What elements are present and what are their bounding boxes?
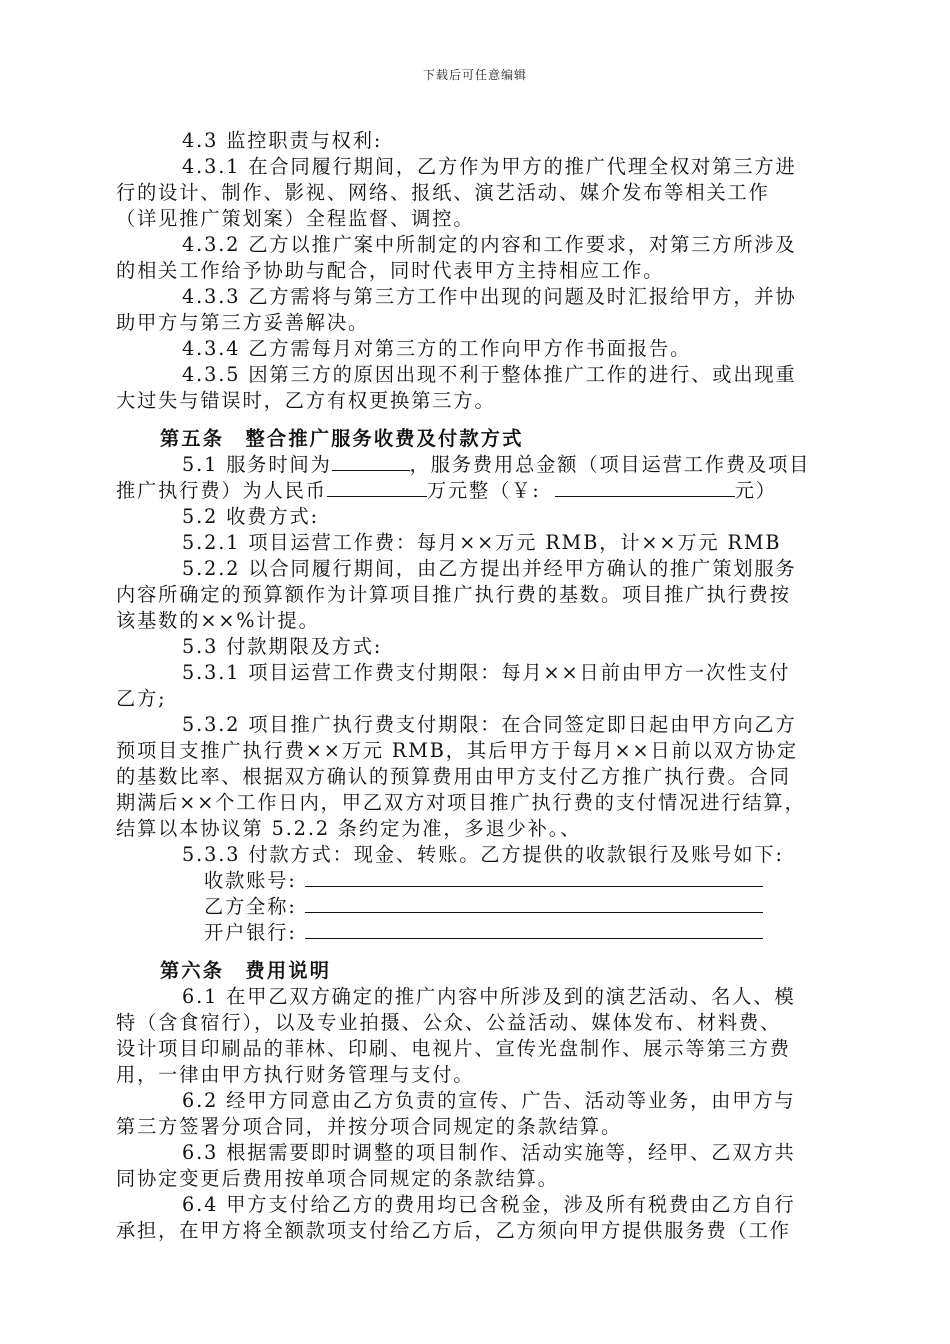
bank-account-row bbox=[204, 868, 763, 894]
clause-5-1-text: ，服务费用总金额（项目运营工作费及项目 bbox=[409, 453, 811, 476]
article-6-heading: 第六条 费用说明 bbox=[160, 959, 332, 982]
section-4-3-title: 4.3 监控职责与权利: bbox=[182, 129, 383, 152]
article-5-heading: 第五条 整合推广服务收费及付款方式 bbox=[160, 427, 524, 450]
clause-5-3-2-cont: 的基数比率、根据双方确认的预算费用由甲方支付乙方推广执行费。合同 bbox=[116, 765, 791, 788]
clause-5-3-2-cont: 预项目支推广执行费××万元 RMB，其后甲方于每月××日前以双方协定 bbox=[116, 739, 799, 762]
bank-branch-label: 开户银行: bbox=[204, 921, 297, 944]
clause-4-3-2-cont: 的相关工作给予协助与配合，同时代表甲方主持相应工作。 bbox=[116, 259, 665, 282]
clause-6-1-cont: 用，一律由甲方执行财务管理与支付。 bbox=[116, 1063, 475, 1086]
clause-4-3-5: 4.3.5 因第三方的原因出现不利于整体推广工作的进行、或出现重 bbox=[182, 363, 797, 386]
clause-5-3-1-cont: 乙方; bbox=[116, 687, 167, 710]
bank-account-blank bbox=[305, 868, 763, 887]
amount-wan-blank bbox=[327, 478, 427, 497]
clause-5-1-cont bbox=[116, 478, 777, 504]
clause-5-3-2-cont: 期满后××个工作日内，甲乙双方对项目推广执行费的支付情况进行结算， bbox=[116, 791, 806, 814]
clause-5-3: 5.3 付款期限及方式: bbox=[182, 635, 383, 658]
clause-5-1-text: 5.1 服务时间为 bbox=[182, 453, 332, 476]
clause-6-4-cont: 承担，在甲方将全额款项支付给乙方后，乙方须向甲方提供服务费（工作 bbox=[116, 1219, 791, 1242]
bank-branch-row bbox=[204, 920, 763, 946]
clause-5-3-2-cont: 结算以本协议第 5.2.2 条约定为准，多退少补。、 bbox=[116, 817, 582, 840]
bank-branch-blank bbox=[305, 920, 763, 939]
clause-5-1-text: 元） bbox=[734, 479, 777, 502]
clause-6-2: 6.2 经甲方同意由乙方负责的宣传、广告、活动等业务，由甲方与 bbox=[182, 1089, 796, 1112]
clause-6-4: 6.4 甲方支付给乙方的费用均已含税金，涉及所有税费由乙方自行 bbox=[182, 1193, 796, 1216]
clause-4-3-3: 4.3.3 乙方需将与第三方工作中出现的问题及时汇报给甲方，并协 bbox=[182, 285, 797, 308]
bank-name-label: 乙方全称: bbox=[204, 895, 297, 918]
clause-6-1-cont: 设计项目印刷品的菲林、印刷、电视片、宣传光盘制作、展示等第三方费 bbox=[116, 1037, 791, 1060]
clause-5-3-2: 5.3.2 项目推广执行费支付期限：在合同签定即日起由甲方向乙方 bbox=[182, 713, 797, 736]
clause-6-1-cont: 特（含食宿行），以及专业拍摄、公众、公益活动、媒体发布、材料费、 bbox=[116, 1011, 782, 1034]
clause-5-2: 5.2 收费方式: bbox=[182, 505, 319, 528]
clause-4-3-1-cont: 行的设计、制作、影视、网络、报纸、演艺活动、媒介发布等相关工作 bbox=[116, 181, 770, 204]
clause-4-3-3-cont: 助甲方与第三方妥善解决。 bbox=[116, 311, 370, 334]
clause-5-3-3: 5.3.3 付款方式：现金、转账。乙方提供的收款银行及账号如下: bbox=[182, 843, 784, 866]
clause-5-1-text: 万元整（￥: bbox=[426, 479, 541, 502]
bank-name-row bbox=[204, 894, 763, 920]
clause-5-2-2-cont: 该基数的××%计提。 bbox=[116, 609, 320, 632]
clause-4-3-1: 4.3.1 在合同履行期间，乙方作为甲方的推广代理全权对第三方进 bbox=[182, 155, 797, 178]
bank-account-label: 收款账号: bbox=[204, 869, 297, 892]
clause-4-3-4: 4.3.4 乙方需每月对第三方的工作向甲方作书面报告。 bbox=[182, 337, 692, 360]
clause-5-1 bbox=[182, 452, 810, 478]
clause-6-3-cont: 同协定变更后费用按单项合同规定的条款结算。 bbox=[116, 1167, 559, 1190]
clause-5-2-1: 5.2.1 项目运营工作费：每月××万元 RMB，计××万元 RMB bbox=[182, 531, 782, 554]
clause-4-3-5-cont: 大过失与错误时，乙方有权更换第三方。 bbox=[116, 389, 496, 412]
clause-6-3: 6.3 根据需要即时调整的项目制作、活动实施等，经甲、乙双方共 bbox=[182, 1141, 796, 1164]
clause-5-2-2-cont: 内容所确定的预算额作为计算项目推广执行费的基数。项目推广执行费按 bbox=[116, 583, 791, 606]
bank-name-blank bbox=[305, 894, 763, 913]
clause-4-3-2: 4.3.2 乙方以推广案中所制定的内容和工作要求，对第三方所涉及 bbox=[182, 233, 797, 256]
amount-yuan-blank bbox=[555, 478, 735, 497]
clause-5-3-1: 5.3.1 项目运营工作费支付期限：每月××日前由甲方一次性支付 bbox=[182, 661, 791, 684]
page-header-note: 下载后可任意编辑 bbox=[422, 68, 527, 82]
clause-4-3-1-cont: （详见推广策划案）全程监督、调控。 bbox=[116, 207, 475, 230]
clause-6-2-cont: 第三方签署分项合同，并按分项合同规定的条款结算。 bbox=[116, 1115, 623, 1138]
clause-5-1-text: 推广执行费）为人民币 bbox=[116, 479, 327, 502]
service-period-blank bbox=[332, 452, 410, 471]
clause-5-2-2: 5.2.2 以合同履行期间，由乙方提出并经甲方确认的推广策划服务 bbox=[182, 557, 797, 580]
clause-6-1: 6.1 在甲乙双方确定的推广内容中所涉及到的演艺活动、名人、模 bbox=[182, 985, 796, 1008]
